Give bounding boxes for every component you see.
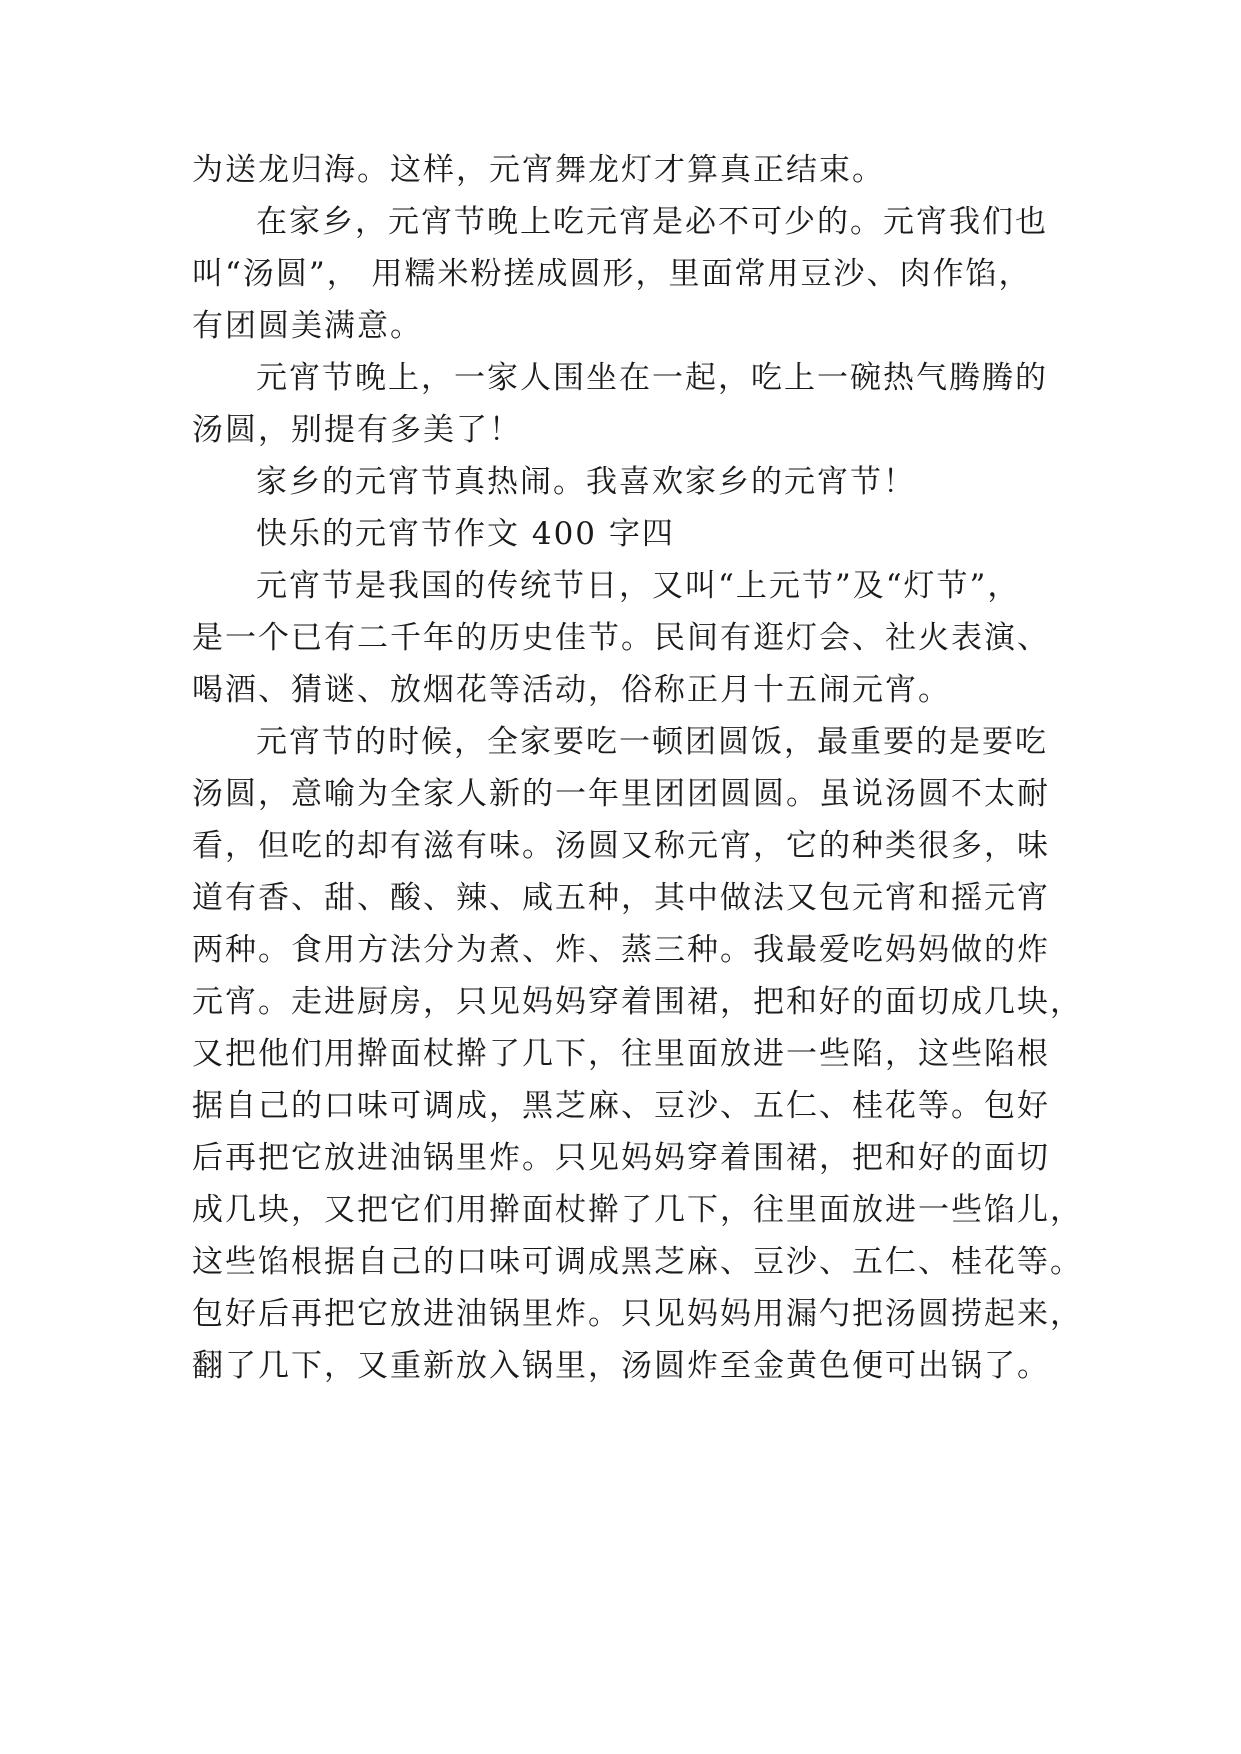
text-line: 元宵节晚上，一家人围坐在一起，吃上一碗热气腾腾的 xyxy=(256,360,1048,396)
text-line: 后再把它放进油锅里炸。只见妈妈穿着围裙，把和好的面切 xyxy=(192,1140,1050,1176)
text-line: 成几块，又把它们用擀面杖擀了几下，往里面放进一些馅儿， xyxy=(192,1192,1083,1228)
text-line: 看，但吃的却有滋有味。汤圆又称元宵，它的种类很多，味 xyxy=(192,828,1050,864)
text-line: 叫“汤圆”， 用糯米粉搓成圆形，里面常用豆沙、肉作馅， xyxy=(192,256,1032,292)
text-line: 为送龙归海。这样，元宵舞龙灯才算真正结束。 xyxy=(192,152,885,188)
text-line: 汤圆，意喻为全家人新的一年里团团圆圆。虽说汤圆不太耐 xyxy=(192,776,1050,812)
text-line: 翻了几下，又重新放入锅里，汤圆炸至金黄色便可出锅了。 xyxy=(192,1348,1050,1384)
text-line: 又把他们用擀面杖擀了几下，往里面放进一些陷，这些陷根 xyxy=(192,1036,1050,1072)
text-line: 家乡的元宵节真热闹。我喜欢家乡的元宵节！ xyxy=(256,464,916,500)
section-heading: 快乐的元宵节作文 400 字四 xyxy=(256,516,675,552)
text-line: 道有香、甜、酸、辣、咸五种，其中做法又包元宵和摇元宵 xyxy=(192,880,1050,916)
text-line: 是一个已有二千年的历史佳节。民间有逛灯会、社火表演、 xyxy=(192,620,1050,656)
text-line: 元宵节是我国的传统节日，又叫“上元节”及“灯节”， xyxy=(256,568,1021,604)
text-line: 包好后再把它放进油锅里炸。只见妈妈用漏勺把汤圆捞起来， xyxy=(192,1296,1083,1332)
text-line: 在家乡，元宵节晚上吃元宵是必不可少的。元宵我们也 xyxy=(256,204,1048,240)
text-line: 汤圆，别提有多美了！ xyxy=(192,412,522,448)
text-line: 元宵节的时候，全家要吃一顿团圆饭，最重要的是要吃 xyxy=(256,724,1048,760)
text-line: 这些馅根据自己的口味可调成黑芝麻、豆沙、五仁、桂花等。 xyxy=(192,1244,1083,1280)
text-line: 两种。食用方法分为煮、炸、蒸三种。我最爱吃妈妈做的炸 xyxy=(192,932,1050,968)
text-line: 元宵。走进厨房，只见妈妈穿着围裙，把和好的面切成几块， xyxy=(192,984,1083,1020)
text-line: 据自己的口味可调成，黑芝麻、豆沙、五仁、桂花等。包好 xyxy=(192,1088,1050,1124)
text-line: 喝酒、猜谜、放烟花等活动，俗称正月十五闹元宵。 xyxy=(192,672,951,708)
text-line: 有团圆美满意。 xyxy=(192,308,423,344)
